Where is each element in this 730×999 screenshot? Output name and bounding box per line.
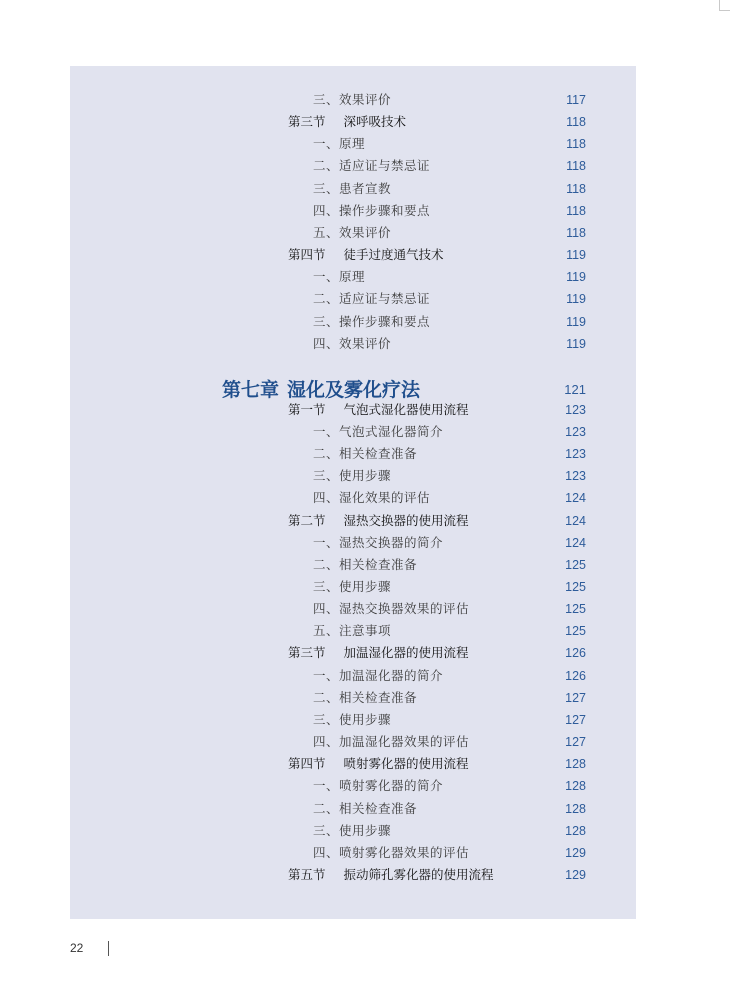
toc-section-row[interactable] bbox=[70, 244, 636, 266]
toc-item-row[interactable] bbox=[70, 798, 636, 820]
toc-section-row[interactable] bbox=[70, 642, 636, 664]
toc-section-row[interactable] bbox=[70, 510, 636, 532]
toc-page-number: 119 bbox=[566, 248, 586, 263]
toc-page-number: 123 bbox=[565, 469, 586, 484]
toc-item-text: 一、气泡式湿化器简介 bbox=[313, 423, 444, 439]
toc-item-text: 二、相关检查准备 bbox=[313, 800, 418, 816]
toc-section-title: 深呼吸技术 bbox=[343, 114, 407, 130]
toc-section-heading bbox=[288, 399, 469, 421]
toc-item-text: 二、相关检查准备 bbox=[313, 446, 418, 462]
toc-section-heading bbox=[288, 642, 469, 664]
toc-section-heading bbox=[288, 864, 494, 886]
toc-page-number: 128 bbox=[565, 779, 586, 794]
toc-item-row[interactable] bbox=[70, 620, 636, 642]
toc-page-number: 125 bbox=[565, 580, 586, 594]
toc-chapter-label: 第七章 bbox=[222, 378, 280, 401]
toc-item-row[interactable] bbox=[70, 775, 636, 797]
toc-item-text: 二、适应证与禁忌证 bbox=[313, 158, 431, 174]
toc-item-text: 三、使用步骤 bbox=[313, 711, 392, 727]
toc-item-text: 一、加温湿化器的简介 bbox=[313, 667, 444, 683]
toc-section-row[interactable] bbox=[70, 864, 636, 886]
toc-page-number: 118 bbox=[566, 181, 586, 196]
toc-item-row[interactable] bbox=[70, 731, 636, 753]
toc-page-number: 119 bbox=[566, 336, 586, 351]
toc-page-number: 118 bbox=[566, 115, 586, 130]
toc-section-label: 第一节 bbox=[288, 401, 326, 417]
toc-page-number: 127 bbox=[565, 712, 586, 727]
toc-section-heading bbox=[288, 510, 469, 532]
toc-section-row[interactable] bbox=[70, 753, 636, 775]
toc-section-label: 第三节 bbox=[288, 114, 326, 130]
table-of-contents bbox=[70, 66, 636, 919]
toc-item-text: 一、湿热交换器的简介 bbox=[313, 534, 444, 550]
toc-page-number: 128 bbox=[565, 823, 586, 838]
toc-section-title: 徒手过度通气技术 bbox=[343, 247, 444, 263]
toc-page-number: 118 bbox=[566, 203, 586, 218]
toc-item-text: 三、患者宣教 bbox=[313, 180, 392, 196]
toc-item-row[interactable] bbox=[70, 709, 636, 731]
toc-section-title: 振动筛孔雾化器的使用流程 bbox=[343, 866, 494, 882]
toc-item-text: 三、操作步骤和要点 bbox=[313, 313, 431, 329]
toc-section-heading bbox=[288, 753, 469, 775]
toc-page-number: 124 bbox=[565, 513, 586, 528]
toc-item-text: 一、原理 bbox=[313, 136, 366, 152]
toc-section-label: 第四节 bbox=[288, 247, 326, 263]
toc-section-label: 第二节 bbox=[288, 512, 326, 528]
toc-item-text: 一、原理 bbox=[313, 269, 366, 285]
toc-section-title: 喷射雾化器的使用流程 bbox=[343, 756, 469, 772]
toc-page-number: 117 bbox=[566, 93, 586, 107]
toc-item-row[interactable] bbox=[70, 200, 636, 222]
toc-item-row[interactable] bbox=[70, 133, 636, 155]
toc-item-row[interactable] bbox=[70, 554, 636, 576]
toc-page-number: 128 bbox=[565, 801, 586, 816]
toc-item-row[interactable] bbox=[70, 532, 636, 554]
toc-page-number: 118 bbox=[566, 159, 586, 174]
toc-page-number: 125 bbox=[565, 557, 586, 572]
toc-page-number: 125 bbox=[565, 624, 586, 639]
toc-item-text: 五、效果评价 bbox=[313, 224, 392, 240]
toc-page-number: 118 bbox=[566, 225, 586, 240]
toc-item-text: 三、使用步骤 bbox=[313, 579, 392, 594]
toc-item-row[interactable] bbox=[70, 576, 636, 598]
toc-item-row[interactable] bbox=[70, 665, 636, 687]
toc-item-text: 三、使用步骤 bbox=[313, 822, 392, 838]
toc-section-heading bbox=[288, 244, 444, 266]
toc-page-number: 128 bbox=[565, 757, 586, 772]
toc-section-heading bbox=[288, 111, 406, 133]
toc-item-text: 四、效果评价 bbox=[313, 335, 392, 351]
toc-page-number: 119 bbox=[566, 292, 586, 307]
toc-page-number: 123 bbox=[565, 402, 586, 417]
toc-item-text: 四、湿热交换器效果的评估 bbox=[313, 601, 470, 617]
toc-item-row[interactable] bbox=[70, 465, 636, 487]
toc-page-number: 121 bbox=[564, 381, 586, 397]
page-number: 22 bbox=[70, 941, 84, 955]
toc-item-text: 三、效果评价 bbox=[313, 92, 392, 107]
crop-mark bbox=[719, 0, 730, 11]
toc-item-row[interactable] bbox=[70, 820, 636, 842]
toc-item-text: 四、喷射雾化器效果的评估 bbox=[313, 844, 470, 860]
toc-page-number: 119 bbox=[566, 314, 586, 329]
toc-page-number: 125 bbox=[565, 602, 586, 617]
toc-item-text: 二、相关检查准备 bbox=[313, 689, 418, 705]
toc-section-row[interactable] bbox=[70, 111, 636, 133]
footer-divider bbox=[108, 941, 109, 956]
toc-item-text: 一、喷射雾化器的简介 bbox=[313, 778, 444, 794]
toc-item-row[interactable] bbox=[70, 687, 636, 709]
toc-page-number: 126 bbox=[565, 646, 586, 661]
toc-item-row[interactable] bbox=[70, 178, 636, 200]
toc-item-row[interactable] bbox=[70, 89, 636, 111]
toc-page-number: 123 bbox=[565, 447, 586, 462]
toc-item-row[interactable] bbox=[70, 222, 636, 244]
toc-item-row[interactable] bbox=[70, 311, 636, 333]
toc-item-row[interactable] bbox=[70, 487, 636, 509]
toc-page-number: 119 bbox=[566, 270, 586, 285]
toc-page-number: 129 bbox=[565, 867, 586, 882]
toc-section-label: 第三节 bbox=[288, 645, 326, 661]
toc-item-row[interactable] bbox=[70, 443, 636, 465]
toc-page-number: 127 bbox=[565, 735, 586, 750]
toc-page-number: 127 bbox=[565, 690, 586, 705]
toc-section-title: 湿热交换器的使用流程 bbox=[343, 512, 469, 528]
toc-item-row[interactable] bbox=[70, 598, 636, 620]
toc-section-row[interactable] bbox=[70, 399, 636, 421]
toc-item-row[interactable] bbox=[70, 155, 636, 177]
toc-section-title: 加温湿化器的使用流程 bbox=[343, 645, 469, 661]
toc-section-label: 第四节 bbox=[288, 756, 326, 772]
toc-page-number: 124 bbox=[565, 535, 586, 550]
toc-item-text: 五、注意事项 bbox=[313, 623, 392, 639]
toc-item-row[interactable] bbox=[70, 266, 636, 288]
toc-section-label: 第五节 bbox=[288, 866, 326, 882]
toc-item-text: 四、操作步骤和要点 bbox=[313, 202, 431, 218]
toc-item-row[interactable] bbox=[70, 842, 636, 864]
toc-page-number: 129 bbox=[565, 845, 586, 860]
toc-item-text: 四、加温湿化器效果的评估 bbox=[313, 734, 470, 750]
toc-item-text: 二、相关检查准备 bbox=[313, 556, 418, 572]
toc-item-row[interactable] bbox=[70, 333, 636, 355]
toc-item-text: 四、湿化效果的评估 bbox=[313, 490, 431, 506]
toc-chapter-title: 湿化及雾化疗法 bbox=[287, 378, 421, 401]
toc-item-row[interactable] bbox=[70, 288, 636, 310]
toc-page-number: 126 bbox=[565, 668, 586, 683]
toc-page-number: 118 bbox=[566, 137, 586, 152]
toc-item-text: 二、适应证与禁忌证 bbox=[313, 291, 431, 307]
toc-item-row[interactable] bbox=[70, 421, 636, 443]
toc-page-number: 123 bbox=[565, 424, 586, 439]
toc-item-text: 三、使用步骤 bbox=[313, 468, 392, 484]
toc-page-number: 124 bbox=[565, 491, 586, 506]
toc-section-title: 气泡式湿化器使用流程 bbox=[343, 401, 469, 417]
